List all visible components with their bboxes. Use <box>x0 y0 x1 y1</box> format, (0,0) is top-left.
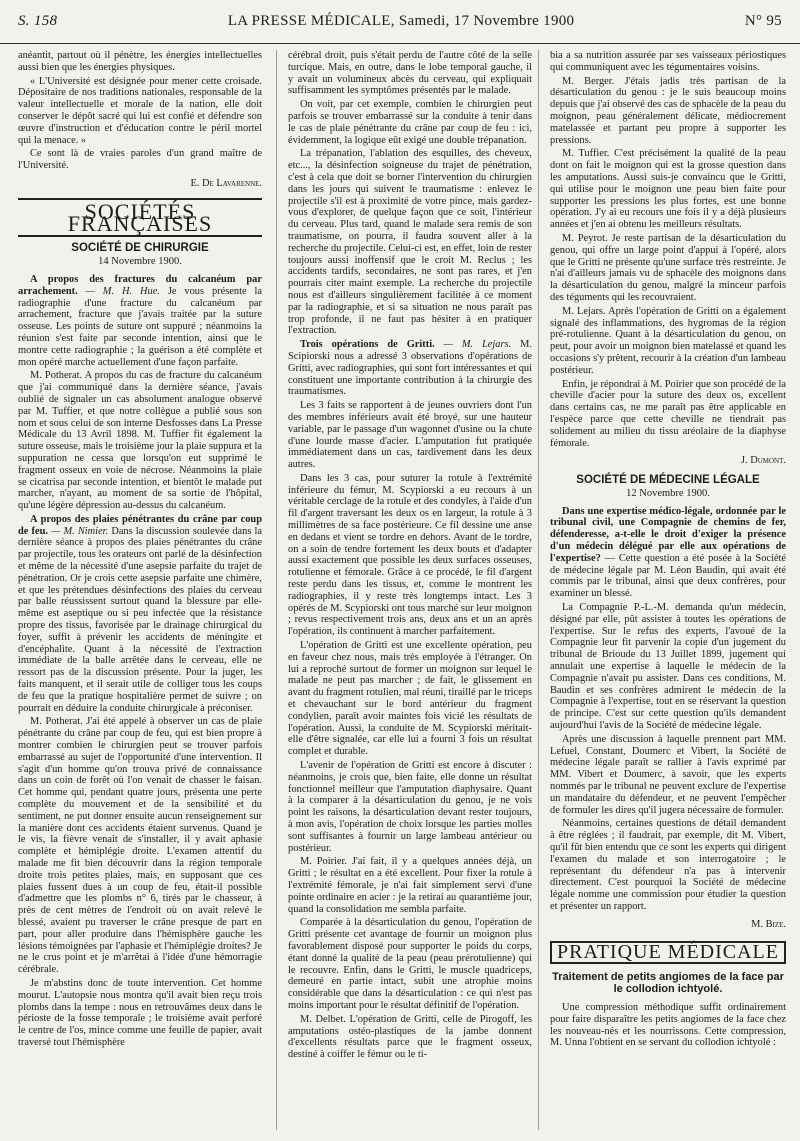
paragraph: M. Potherat. A propos du cas de fracture du calcanéum que j'ai communiqué dans la dernière séance, j'avais oublié de signaler un cas absolument analogue observé par M. Tuffier, et que notre collègue a publié sous son nom et sous celui de son interne Desfosses dans La Presse Médicale du 13 Avril 1898. M. Tuffier fit également la suture osseuse, mais le troisième jour la plaie suppura et la suppuration ne cessa que lorsqu'on eut supprimé le fragment osseux en voie de nécrose. Néanmoins la plaie se cicatrisa par seconde intention, et bientôt le malade put marcher, n'ayant, au moment de sa sortie de l'hôpital, qu'une légère dépression au-dessus du calcanéum. <box>18 370 262 512</box>
paragraph: bia a sa nutrition assurée par ses vaisseaux périostiques qui communiquent avec les tégumentaires voisins. <box>550 50 786 73</box>
page-number: S. 158 <box>18 13 58 29</box>
topic-title: A propos des fractures du calcanéum par arrachement. <box>18 273 262 297</box>
column-3 <box>550 50 786 1141</box>
paragraph: L'opération de Gritti est une excellente opération, peu en faveur chez nous, mais très employée à l'étranger. On lui a reproché surtout de former un moignon sur lequel le malade ne peut pas marcher ; de fait, le glissement en avant du fragment rotulien, mal réuni, tiraillé par le triceps et chevauchant sur le bord antérieur du fragment condylien, paraît avoir maintes fois vicié les résultats de l'opération. Aussi, la conduite de M. Scypiorski méritait-elle d'être signalée, car elle lui a fourni 3 fois un résultat complet et durable. <box>288 640 532 758</box>
topic-author: — M. Lejars. <box>443 339 512 351</box>
paragraph: Ce sont là de vraies paroles d'un grand maître de l'Université. <box>18 148 262 172</box>
issue-number: N° 95 <box>744 13 782 29</box>
topic-text: — Cette question a été posée à la Société de médecine légale par M. Léon Baudin, qui avait été commis par le tribunal, ainsi que deux confrères, pour examiner un blessé. <box>550 552 786 600</box>
paragraph: On voit, par cet exemple, combien le chirurgien peut parfois se trouver embarrassé sur la conduite à tenir dans le cas de plaie pénétrante du crâne par coup de feu : ici, évidemment, la logique eût exigé une double trépanation. <box>288 99 532 146</box>
subsection-date: 12 Novembre 1900. <box>626 487 710 499</box>
paragraph: Enfin, je répondrai à M. Poirier que son procédé de la cheville d'acier pour la suture des deux os, excellent dans certains cas, ne me paraît pas être applicable en l'espèce parce que cette cheville ne tiendrait pas solidement au milieu du tissu aréolaire de la diaphyse fémorale. <box>550 378 786 449</box>
signature: M. Bize. <box>751 918 786 930</box>
article-title: Traitement de petits angiomes de la face par le collodion ichtyolé. <box>552 971 784 996</box>
topic-author: — M. Nimier. <box>51 525 109 537</box>
topic-title: Trois opérations de Gritti. <box>300 339 435 351</box>
paragraph: La trépanation, l'ablation des esquilles, des cheveux, etc..., la désinfection soigneuse du trajet de pénétration, c'est à cela que doit se borner l'intervention du chirurgien dans les jours qui suivent le traumatisme : enlevez le projectile s'il est à proximité de votre pince, mais gardez-vous d'explorer, de quelque façon que ce soit, l'intérieur du cerveau. Plus tard, quand le malade sera remis de son traumatisme, on pourra, il faudra souvent aller à la recherche du projectile. Celui-ci est, en effet, loin de rester toujours aussi inoffensif que le croit M. Reclus ; les accidents tardifs, secondaires, ne sont pas rares, et j'en pourrais citer maint exemple. La recherche du projectile nous est d'ailleurs singulièrement facilitée à ce moment par la radiographie, et si sa situation ne nous paraît pas trop profonde, il ne faut pas hésiter à en pratiquer l'extraction. <box>288 148 532 337</box>
paragraph: Une compression méthodique suffit ordinairement pour faire disparaître les petits angiomes de la face chez les nouveau-nés et les nourrissons. Cette compression, M. Unna l'obtient en se servant du collodion ichtyolé : <box>550 1001 786 1049</box>
column-1 <box>18 50 262 1141</box>
paragraph: M. Lejars. Après l'opération de Gritti on a également signalé des inflammations, des hygromas de la région pré-rotulienne. Quant à la désarticulation du genou, on peut, pour avoir un moignon bien matelassé et quand les occasions s'y prêtent, recourir à la création d'un lambeau postérieur. <box>550 305 786 376</box>
paragraph <box>18 274 262 368</box>
paragraph: M. Berger. J'étais jadis très partisan de la désarticulation du genou : je le suis beaucoup moins depuis que j'ai observé des cas de sphacèle de la peau du moignon, peau généralement délicate, médiocrement matelassée et partant peu propre à supporter les pressions. <box>550 75 786 146</box>
paragraph: anéantit, partout où il pénètre, les énergies intellectuelles aussi bien que les énergies physiques. <box>18 50 262 73</box>
topic-text: M. Scipiorski nous a adressé 3 observations d'opérations de Gritti, avec radiographies, qui sont fort intéressantes et qui constituent une importante contribution à la chirurgie des traumatismes. <box>288 339 532 398</box>
paragraph: M. Potherat. J'ai été appelé à observer un cas de plaie pénétrante du crâne par coup de feu, qui est bien propre à montrer combien le chirurgien peut se trouver parfois embarrassé au sujet de l'opportunité d'une intervention. Il s'agit d'un homme qu'on trouva privé de connaissance dans un coin de forêt où l'on venait de chasser le faisan. Cet homme qui, pendant quatre jours, présenta une perte complète du mouvement et de la sensibilité et du sentiment, ne put donner ensuite aucun renseignement sur la manière dont ces accidents étaient survenus. Quand je le vis, la fièvre venait de s'installer, il y avait aphasie complète et hémiplégie droite. L'examen attentif du malade me fit bien découvrir dans la région temporale droite trois petites plaies, mais, en supposant que ces plaies fussent dues à un coup de feu, était-il possible d'admettre que les plombs n° 6, tirés par le chasseur, à près de cent mètres de l'endroit où on avait relevé le blessé, avaient pu traverser le crâne presque de part en part, pour aller produire dans l'hémisphère gauche les lésions témoignées par l'aphasie et l'hémiplégie droites? Je ne le crus point et je m'arrêtai à l'idée d'une hémorragie cérébrale. <box>18 716 262 976</box>
topic-title: A propos des plaies pénétrantes du crâne par coup de feu. <box>18 513 262 537</box>
paragraph <box>550 506 786 600</box>
paragraph: Les 3 faits se rapportent à de jeunes ouvriers dont l'un des membres inférieurs avait été broyé, sur une hauteur variable, par le passage d'un wagonnet d'usine ou la chute d'une lourde masse d'acier. L'amputation fut pratiquée immédiatement dans un cas, tardivement dans les deux autres. <box>288 400 532 471</box>
topic-title: Dans une expertise médico-légale, ordonnée par le tribunal civil, une Compagnie de chemins de fer, défenderesse, a-t-elle le droit d'exiger la présence d'un médecin délégué par elle aux opérations de l'expertise? <box>550 505 786 564</box>
page-header <box>0 0 800 44</box>
paragraph: M. Delbet. L'opération de Gritti, celle de Pirogoff, les amputations ostéo-plastiques de la jambe donnent d'excellents résultats parce que le fragment osseux, destiné à coiffer le fémur ou le ti- <box>288 1013 532 1061</box>
topic-text: Je vous présente la radiographie d'une fracture du calcanéum par arrachement, fracture que j'avais traitée par la suture osseuse. Les points de suture ont suppuré ; néanmoins la réunion s'est faite par seconde intention, ainsi que le montre cette radiographie ; la guérison a été complète et mon opéré marche actuellement d'une façon parfaite. <box>18 285 262 368</box>
paragraph <box>288 339 532 398</box>
paragraph: « L'Université est désignée pour mener cette croisade. Dépositaire de nos traditions nationales, responsable de la valeur intellectuelle et morale de la nation, elle doit conserver le dépôt sacré qui lui est confié et défendre son œuvre d'instruction et d'éducation contre le péril mortel qui la menace. » <box>18 75 262 146</box>
paragraph: cérébral droit, puis s'était perdu de l'autre côté de la selle turcique. Mais, en outre, dans le lobe temporal gauche, il y avait un volumineux abcès du cerveau, qui expliquait suffisamment les symptômes présentés par le malade. <box>288 50 532 97</box>
topic-author: — M. H. Hue. <box>85 285 160 297</box>
subsection-title: SOCIÉTÉ DE MÉDECINE LÉGALE <box>576 474 760 487</box>
paragraph: Je m'abstins donc de toute intervention. Cet homme mourut. L'autopsie nous montra qu'il avait bien reçu trois plombs dans la tempe : nous en retrouvâmes deux dans le périoste de la fosse temporale ; le troisième avait perforé le centre de l'os, mince comme une feuille de papier, avait traversé tout l'hémisphère <box>18 977 262 1048</box>
section-title: SOCIÉTÉS FRANÇAISES <box>18 198 262 238</box>
journal-title: LA PRESSE MÉDICALE, Samedi, 17 Novembre 1900 <box>227 13 575 29</box>
paragraph: M. Peyrot. Je reste partisan de la désarticulation du genou, qui offre un large point d'appui à l'opéré, alors que le Gritti ne présente qu'une surface très restreinte. Je n'ai d'ailleurs jamais vu de sphacèle des moignons dans la désarticulation du genou, malgré la minceur parfois des téguments qui les recouvraient. <box>550 232 786 303</box>
signature: E. De Lavarenne. <box>190 177 262 189</box>
column-2 <box>288 50 532 1141</box>
signature: J. Dumont. <box>740 455 786 467</box>
paragraph: La Compagnie P.-L.-M. demanda qu'un médecin, désigné par elle, pût assister à toutes les opérations de l'expertise. Sur le refus des experts, l'avoué de la Compagnie leur fit parvenir la copie d'un jugement du tribunal de Brioude du 13 Juillet 1899, jugement qui annulait une expertise à laquelle le médecin de la Compagnie n'avait pu assister. Dans ces conditions, M. Baudin et ses confrères admirent le médecin de la Compagnie à l'expertise, tout en se réservant la question de principe. C'est sur cette question qu'ils demandent aujourd'hui l'avis de la Société de médecine légale. <box>550 602 786 732</box>
paragraph: Dans les 3 cas, pour suturer la rotule à l'extrémité inférieure du fémur, M. Scypiorski a eu recours à un véritable cerclage de la rotule et des condyles, à l'aide d'un fil d'argent traversant les deux os en largeur, la rotule à 3 millimètres de sa face postérieure. Ce fil dessine une anse en dedans et vient se tordre en dehors. Avant de le tordre, on a soin de tendre fortement les deux bouts et d'adapter aussi exactement que possible les deux surfaces osseuses, rotulienne et fémorale. Grâce à ce procédé, le fil d'argent reste perdu dans les tissus, et, comme le montrent les radiographies, il y reste très longtemps intact. Les 3 opérés de M. Scypiorski ont tous marché sur leur moignon ; revus respectivement trois ans, deux ans et un an après l'opération, ils continuent à marcher parfaitement. <box>288 472 532 638</box>
paragraph: Comparée à la désarticulation du genou, l'opération de Gritti présente cet avantage de fournir un moignon plus favorablement disposé pour supporter le poids du corps, étant donné la qualité de la peau (peau prérotulienne) qui le recouvre. Enfin, dans le Gritti, le muscle quadriceps, demeuré en partie intact, subit une atrophie moins considérable que dans la désarticulation : ce qui n'est pas moins important pour le résultat définitif de l'opération. <box>288 917 532 1011</box>
paragraph <box>18 514 262 715</box>
paragraph: Néanmoins, certaines questions de détail demandent à être réglées ; il faudrait, par exemple, dit M. Vibert, qu'il fût bien entendu que ce sont les experts qui dirigent l'examen du malade et son interrogatoire ; le représentant du défendeur n'a pas à intervenir directement. C'est pourquoi la Société de médecine légale nomme une commission pour étudier la question et présenter un rapport. <box>550 818 786 912</box>
topic-text: Dans la discussion soulevée dans la dernière séance à propos des plaies pénétrantes du crâne par projectile, tous les orateurs ont parlé de la désinfection et même de la nécessité d'une asepsie parfaite du trajet de pénétration. Or je crois cette asepsie parfaite une chimère, et que les prétendues désinfections des plaies du cerveau par balle réussissent surtout quand la blessure par elle-même est aseptique ou si peu infectée que la résistance propre des tissus, favorisée par le drainage chirurgical du foyer, suffit à prévenir les accidents de méningite et d'encéphalite. Quant à la nécessité de l'extraction immédiate de la balle arrêtée dans le cerveau, elle ne ressort pas de la discussion présente. Pour la juger, les faits manquent, et il serait utile de colliger tous les coups de feu que la pratique hospitalière permet de suivre ; on pourrait en déduire la conduite chirurgicale à préconiser. <box>18 525 262 714</box>
paragraph: Après une discussion à laquelle prennent part MM. Lefuel, Constant, Doumerc et Vibert, la Société de médecine légale paraît se rallier à l'avis exprimé par MM. Vibert et Doumerc, à savoir, que les experts nommés par le tribunal ne peuvent exclure de l'expertise un mandataire du défendeur, et ne peuvent l'empêcher de formuler les dires qu'il jugera nécessaire de formuler. <box>550 733 786 816</box>
paragraph: L'avenir de l'opération de Gritti est encore à discuter : néanmoins, je crois que, bien faite, elle donne un résultat fonctionnel meilleur que l'amputation diaphysaire. Quant à la comparer à la désarticulation du genou, je ne vois point les raisons, la désarticulation devant rester toujours, à mon avis, l'opération de choix lorsque les parties molles sont suffisantes à fournir un large lambeau antérieur ou postérieur. <box>288 760 532 854</box>
paragraph: M. Poirier. J'ai fait, il y a quelques années déjà, un Gritti ; le résultat en a été excellent. Pour fixer la rotule à l'extrémité fémorale, je n'ai fait simplement servi d'une pointe ordinaire en acier : je la retirai au quarantième jour, quand la consolidation me sembla parfaite. <box>288 856 532 915</box>
paragraph: M. Tuffier. C'est précisément la qualité de la peau dont on fait le moignon qui est la grosse question dans les amputations. Aussi suis-je convaincu que le Gritti, qui utilise pour le moignon une peau bien faite pour supporter les pressions les plus fortes, est une bonne opération. J'y ai eu recours une fois il y a déjà plusieurs années et j'en ai obtenu les meilleurs résultats. <box>550 148 786 231</box>
subsection-date: 14 Novembre 1900. <box>98 256 182 268</box>
subsection-title: SOCIÉTÉ DE CHIRURGIE <box>71 242 209 255</box>
section-box-title: PRATIQUE MÉDICALE <box>550 941 786 965</box>
